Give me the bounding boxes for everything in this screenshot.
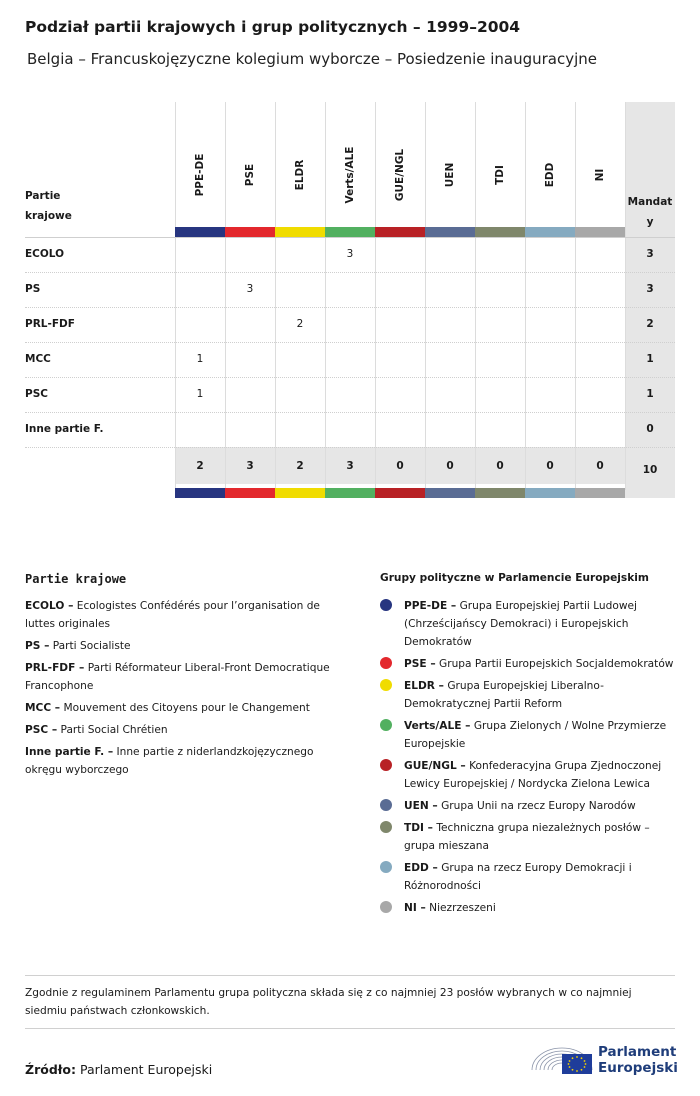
page-subtitle: Belgia – Francuskojęzyczne kolegium wyborcze – Posiedzenie inauguracyjne	[27, 50, 598, 68]
parties-legend-title: Partie krajowe	[25, 572, 127, 586]
group-color-dot	[380, 657, 392, 669]
group-total-cell: 3	[246, 460, 254, 472]
party-legend-item	[25, 721, 345, 739]
party-abbr: MCC –	[25, 702, 61, 714]
group-name: Grupa na rzecz Europy Demokracji i Różnorodności	[404, 862, 632, 892]
group-color-dot	[380, 759, 392, 771]
row-party-label: PRL-FDF	[25, 318, 75, 330]
group-color-bar	[475, 227, 525, 237]
group-header-label: EDD	[544, 162, 556, 187]
group-header-guengl	[375, 127, 425, 222]
group-color-dot	[380, 599, 392, 611]
group-header-ni	[575, 127, 625, 222]
group-header-label: TDI	[494, 164, 506, 185]
row-divider	[25, 307, 675, 308]
group-color-dot	[380, 679, 392, 691]
group-legend-item	[380, 797, 675, 815]
group-color-bar	[175, 488, 225, 498]
group-header-label: UEN	[444, 162, 456, 187]
seat-cell: 3	[346, 248, 354, 260]
group-legend-item	[380, 859, 675, 895]
source-value: Parlament Europejski	[79, 1062, 213, 1077]
groups-legend	[380, 597, 675, 921]
group-name: Konfederacyjna Grupa Zjednoczonej Lewicy Europejskiej / Nordycka Zielona Lewica	[404, 760, 662, 790]
group-name: Grupa Europejskiej Liberalno-Demokratycznej Partii Reform	[404, 680, 604, 710]
group-header-uen	[425, 127, 475, 222]
party-abbr: ECOLO –	[25, 600, 74, 612]
group-name: Grupa Zielonych / Wolne Przymierze Europejskie	[404, 720, 667, 750]
group-color-bar	[325, 488, 375, 498]
group-color-bar	[425, 227, 475, 237]
row-party-label: PSC	[25, 388, 48, 400]
group-name: Niezrzeszeni	[429, 902, 496, 914]
mandates-column-header: Mandat y	[627, 196, 673, 228]
parties-legend	[25, 597, 345, 783]
group-color-dot	[380, 719, 392, 731]
party-abbr: PRL-FDF –	[25, 662, 85, 674]
group-legend-item	[380, 819, 675, 855]
group-total-cell: 0	[446, 460, 454, 472]
group-header-label: PPE-DE	[194, 153, 206, 196]
group-total-cell: 0	[596, 460, 604, 472]
seats-table	[25, 102, 675, 498]
group-total-cell: 0	[396, 460, 404, 472]
group-color-bar	[525, 227, 575, 237]
group-legend-item	[380, 655, 675, 673]
party-name: Parti Réformateur Liberal-Front Democratique Francophone	[25, 662, 330, 692]
group-name: Techniczna grupa niezależnych posłów – grupa mieszana	[404, 822, 650, 852]
party-legend-item	[25, 597, 345, 633]
row-total-cell: 1	[646, 388, 654, 400]
group-abbr: PPE-DE –	[404, 600, 457, 612]
group-legend-item	[380, 717, 675, 753]
group-abbr: NI –	[404, 902, 426, 914]
group-color-bar	[175, 227, 225, 237]
party-name: Parti Social Chrétien	[60, 724, 168, 736]
grand-total-cell: 10	[642, 464, 658, 476]
group-color-bar	[575, 227, 625, 237]
group-header-label: Verts/ALE	[344, 146, 356, 203]
page-title: Podział partii krajowych i grup politycznych – 1999–2004	[25, 18, 521, 36]
group-abbr: ELDR –	[404, 680, 444, 692]
mandates-column-bg	[625, 102, 675, 498]
seat-cell: 1	[196, 353, 204, 365]
group-color-bar	[425, 488, 475, 498]
group-abbr: GUE/NGL –	[404, 760, 466, 772]
group-color-bar	[225, 488, 275, 498]
party-name: Mouvement des Citoyens pour le Changement	[63, 702, 310, 714]
seat-cell: 3	[246, 283, 254, 295]
party-abbr: PS –	[25, 640, 50, 652]
group-color-bar	[525, 488, 575, 498]
row-total-cell: 3	[646, 248, 654, 260]
row-party-label: Inne partie F.	[25, 423, 104, 435]
party-name: Inne partie z niderlandzkojęzycznego okręgu wyborczego	[25, 746, 314, 776]
group-color-bar	[275, 488, 325, 498]
group-color-bar	[225, 227, 275, 237]
group-abbr: Verts/ALE –	[404, 720, 471, 732]
party-legend-item	[25, 699, 345, 717]
group-name: Grupa Unii na rzecz Europy Narodów	[441, 800, 636, 812]
group-color-bar	[575, 488, 625, 498]
group-legend-item	[380, 899, 675, 917]
group-total-cell: 0	[496, 460, 504, 472]
row-total-cell: 3	[646, 283, 654, 295]
row-party-label: PS	[25, 283, 41, 295]
group-abbr: EDD –	[404, 862, 438, 874]
row-divider	[25, 412, 675, 413]
group-header-label: NI	[594, 168, 606, 181]
row-party-label: MCC	[25, 353, 51, 365]
group-color-bar	[325, 227, 375, 237]
group-header-tdi	[475, 127, 525, 222]
party-legend-item	[25, 637, 345, 655]
group-abbr: UEN –	[404, 800, 438, 812]
parties-column-header: Partie krajowe	[25, 190, 72, 222]
groups-legend-title: Grupy polityczne w Parlamencie Europejskim	[380, 572, 649, 584]
group-total-cell: 0	[546, 460, 554, 472]
group-color-bar	[475, 488, 525, 498]
group-color-bar	[275, 227, 325, 237]
row-divider	[25, 342, 675, 343]
group-color-bar	[375, 227, 425, 237]
row-divider	[25, 272, 675, 273]
group-total-cell: 2	[296, 460, 304, 472]
group-header-pse	[225, 127, 275, 222]
group-color-dot	[380, 861, 392, 873]
group-total-cell: 3	[346, 460, 354, 472]
group-abbr: TDI –	[404, 822, 433, 834]
row-divider	[25, 377, 675, 378]
row-total-cell: 1	[646, 353, 654, 365]
group-total-cell: 2	[196, 460, 204, 472]
row-total-cell: 0	[646, 423, 654, 435]
seat-cell: 2	[296, 318, 304, 330]
seat-cell: 1	[196, 388, 204, 400]
group-legend-item	[380, 677, 675, 713]
row-total-cell: 2	[646, 318, 654, 330]
party-name: Ecologistes Confédérés pour l’organisation de luttes originales	[25, 600, 320, 630]
divider	[25, 975, 675, 976]
group-header-label: ELDR	[294, 159, 306, 190]
group-legend-item	[380, 757, 675, 793]
footnote: Zgodnie z regulaminem Parlamentu grupa polityczna składa się z co najmniej 23 posłów wybranych w co najmniej siedmiu państwach członkowskich.	[25, 987, 632, 1017]
group-header-label: PSE	[244, 163, 256, 186]
group-header-ppede	[175, 127, 225, 222]
source-label: Źródło:	[25, 1062, 76, 1077]
group-color-dot	[380, 799, 392, 811]
row-divider	[25, 447, 675, 448]
logo-wordmark: Parlament Europejski	[598, 1044, 678, 1076]
divider	[25, 1028, 675, 1029]
group-header-edd	[525, 127, 575, 222]
group-legend-item	[380, 597, 675, 651]
party-abbr: Inne partie F. –	[25, 746, 114, 758]
row-divider	[25, 237, 675, 238]
party-legend-item	[25, 659, 345, 695]
group-color-bar	[375, 488, 425, 498]
source-line	[25, 1062, 212, 1077]
group-header-eldr	[275, 127, 325, 222]
group-abbr: PSE –	[404, 658, 436, 670]
row-party-label: ECOLO	[25, 248, 65, 260]
group-color-dot	[380, 821, 392, 833]
group-name: Grupa Europejskiej Partii Ludowej (Chrześcijańscy Demokraci) i Europejskich Demokratów	[404, 600, 637, 648]
party-name: Parti Socialiste	[52, 640, 131, 652]
group-color-dot	[380, 901, 392, 913]
group-header-label: GUE/NGL	[394, 148, 406, 201]
group-header-vertsale	[325, 127, 375, 222]
group-name: Grupa Partii Europejskich Socjaldemokratów	[439, 658, 674, 670]
party-legend-item	[25, 743, 345, 779]
party-abbr: PSC –	[25, 724, 58, 736]
